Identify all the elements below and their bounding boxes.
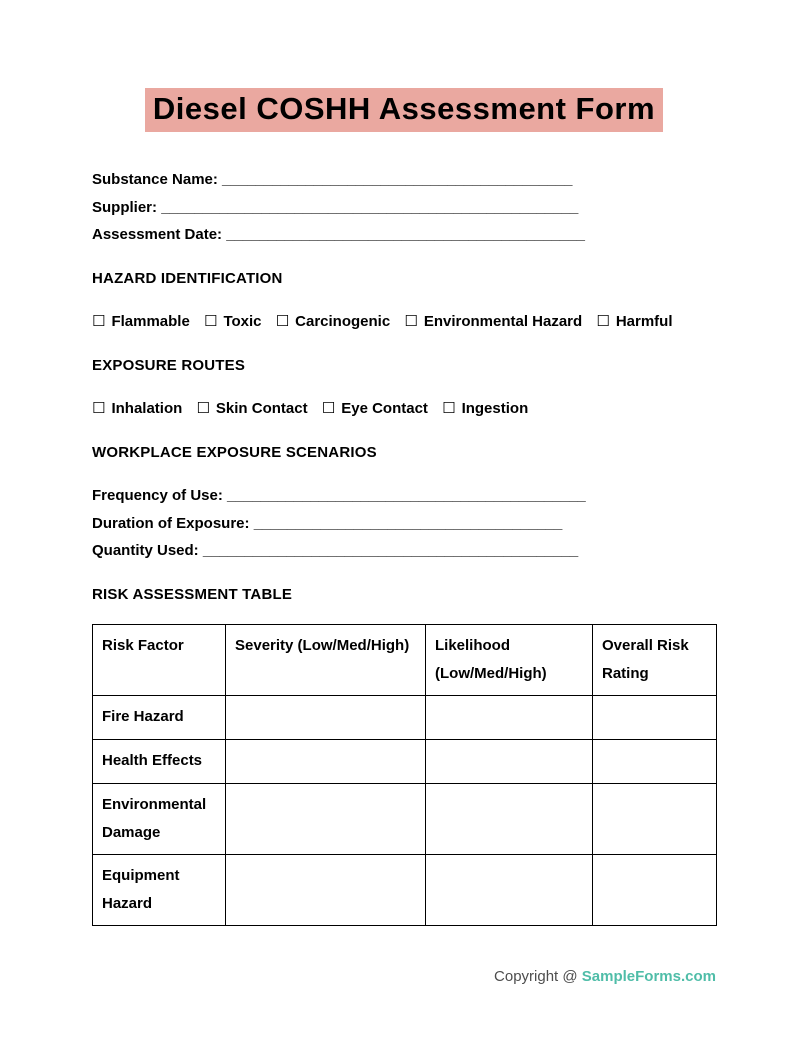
checkbox-ingestion xyxy=(442,395,528,423)
table-row-health-effects xyxy=(93,740,717,784)
assessment-date-label: Assessment Date: xyxy=(92,226,223,243)
checkbox-label-flammable: Flammable xyxy=(111,313,190,330)
assessment-date-row xyxy=(92,221,716,249)
exposure-checkbox-row xyxy=(92,395,716,423)
checkbox-label-ingestion: Ingestion xyxy=(461,400,529,417)
checkbox-skin-contact xyxy=(196,395,307,423)
page-title: Diesel COSHH Assessment Form xyxy=(145,88,663,132)
overall-risk-cell xyxy=(593,740,717,784)
checkbox-flammable xyxy=(92,308,190,336)
copyright-text: Copyright @ xyxy=(494,968,582,985)
quantity-used-label: Quantity Used: xyxy=(92,542,199,559)
exposure-routes-heading: EXPOSURE ROUTES xyxy=(92,356,246,374)
risk-factor-cell: Equipment Hazard xyxy=(93,855,226,926)
substance-name-blank: __________________________________________ xyxy=(222,171,573,188)
checkbox-eye-contact xyxy=(322,395,428,423)
checkbox-toxic xyxy=(204,308,262,336)
assessment-date-blank: ___________________________________________ xyxy=(226,226,585,243)
checkbox-label-skin-contact: Skin Contact xyxy=(215,400,308,417)
duration-of-exposure-label: Duration of Exposure: xyxy=(92,514,250,532)
frequency-of-use-label: Frequency of Use: xyxy=(92,487,223,504)
table-header-row xyxy=(93,625,717,696)
duration-of-exposure-row xyxy=(92,510,716,538)
checkbox-inhalation xyxy=(92,395,182,423)
table-header-risk-factor: Risk Factor xyxy=(93,625,226,696)
table-row-equipment-hazard xyxy=(93,855,717,926)
supplier-row xyxy=(92,194,716,222)
table-header-severity: Severity (Low/Med/High) xyxy=(226,625,426,696)
checkbox-label-eye-contact: Eye Contact xyxy=(341,400,428,417)
severity-cell xyxy=(226,855,426,926)
overall-risk-cell xyxy=(593,855,717,926)
hazard-checkbox-row xyxy=(92,308,716,336)
checkbox-harmful xyxy=(596,308,672,336)
checkbox-environmental-hazard xyxy=(404,308,582,336)
checkbox-label-environmental-hazard: Environmental Hazard xyxy=(423,313,583,330)
checkbox-label-carcinogenic: Carcinogenic xyxy=(295,313,391,330)
sampleforms-link[interactable]: SampleForms.com xyxy=(581,968,716,985)
checkbox-icon: ☐ xyxy=(596,313,610,330)
checkbox-label-harmful: Harmful xyxy=(615,313,673,330)
severity-cell xyxy=(226,784,426,855)
checkbox-icon: ☐ xyxy=(321,400,336,417)
checkbox-icon: ☐ xyxy=(196,400,210,417)
title-container xyxy=(92,88,716,132)
likelihood-cell xyxy=(426,784,593,855)
overall-risk-cell xyxy=(593,784,717,855)
supplier-blank: __________________________________________________ xyxy=(161,198,579,216)
checkbox-icon: ☐ xyxy=(92,313,106,330)
duration-of-exposure-blank: _____________________________________ xyxy=(253,514,563,532)
risk-assessment-table-heading: RISK ASSESSMENT TABLE xyxy=(92,585,293,603)
supplier-label: Supplier: xyxy=(92,198,158,216)
checkbox-label-inhalation: Inhalation xyxy=(111,400,183,417)
workplace-fields-group xyxy=(92,482,716,565)
quantity-used-blank: _____________________________________________ xyxy=(202,542,579,559)
table-row-environmental-damage xyxy=(93,784,717,855)
severity-cell xyxy=(226,696,426,740)
checkbox-icon: ☐ xyxy=(92,400,106,417)
risk-factor-cell: Environmental Damage xyxy=(93,784,226,855)
frequency-of-use-blank: ___________________________________________ xyxy=(227,487,586,504)
likelihood-cell xyxy=(426,740,593,784)
checkbox-label-toxic: Toxic xyxy=(223,313,262,330)
table-row-fire-hazard xyxy=(93,696,717,740)
checkbox-icon: ☐ xyxy=(275,313,290,330)
risk-factor-cell: Fire Hazard xyxy=(93,696,226,740)
checkbox-icon: ☐ xyxy=(204,313,218,330)
risk-factor-cell: Health Effects xyxy=(93,740,226,784)
workplace-exposure-heading: WORKPLACE EXPOSURE SCENARIOS xyxy=(92,443,377,461)
quantity-used-row xyxy=(92,537,716,565)
likelihood-cell xyxy=(426,696,593,740)
table-header-overall-risk: Overall Risk Rating xyxy=(593,625,717,696)
severity-cell xyxy=(226,740,426,784)
checkbox-carcinogenic xyxy=(276,308,390,336)
top-fields-group xyxy=(92,166,716,249)
checkbox-icon: ☐ xyxy=(404,313,418,330)
footer xyxy=(92,968,716,985)
hazard-identification-heading: HAZARD IDENTIFICATION xyxy=(92,269,283,287)
table-header-likelihood: Likelihood (Low/Med/High) xyxy=(426,625,593,696)
frequency-of-use-row xyxy=(92,482,716,510)
likelihood-cell xyxy=(426,855,593,926)
checkbox-icon: ☐ xyxy=(442,400,456,417)
risk-assessment-table xyxy=(92,624,717,926)
overall-risk-cell xyxy=(593,696,717,740)
substance-name-label: Substance Name: xyxy=(92,171,218,188)
substance-name-row xyxy=(92,166,716,194)
